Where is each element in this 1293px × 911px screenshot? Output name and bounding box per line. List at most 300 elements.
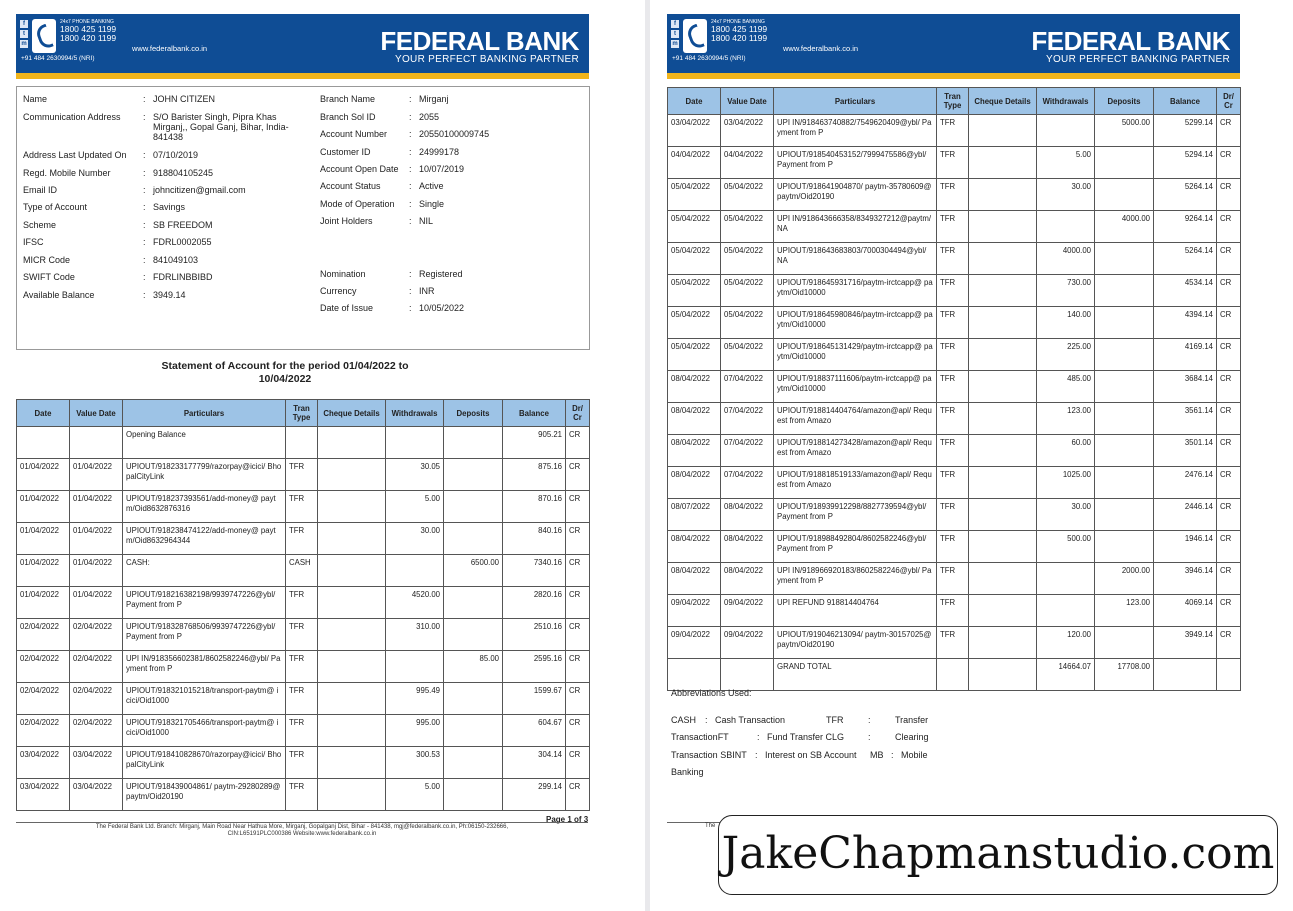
column-header: Dr/ Cr	[566, 400, 590, 427]
particulars-cell: UPIOUT/918645131429/paytm-irctcapp@ paytm/Oid10000	[774, 339, 937, 371]
abbr-sbint: Transaction SBINT	[671, 750, 747, 760]
tran-type-cell: TFR	[937, 243, 969, 275]
table-row	[17, 747, 590, 779]
value-date-cell: 08/04/2022	[721, 499, 774, 531]
cheque-cell	[969, 371, 1037, 403]
tran-type-cell: TFR	[286, 683, 318, 715]
deposit-cell: 4000.00	[1095, 211, 1154, 243]
deposit-cell	[1095, 499, 1154, 531]
value-date-cell: 01/04/2022	[70, 459, 123, 491]
particulars-cell: UPIOUT/918238474122/add-money@ paytm/Oid8632964344	[123, 523, 286, 555]
deposit-cell	[1095, 275, 1154, 307]
field-label: Date of Issue	[320, 303, 374, 313]
field-label: Account Number	[320, 129, 388, 139]
deposit-cell	[1095, 307, 1154, 339]
twitter-icon: t	[671, 30, 679, 38]
column-header: Balance	[503, 400, 566, 427]
balance-cell: 870.16	[503, 491, 566, 523]
table-row	[668, 179, 1241, 211]
field-colon: :	[409, 286, 412, 296]
value-date-cell: 09/04/2022	[721, 595, 774, 627]
deposit-cell	[444, 427, 503, 459]
balance-cell: 1946.14	[1154, 531, 1217, 563]
table-row	[668, 275, 1241, 307]
tran-type-cell	[937, 659, 969, 691]
value-date-cell	[721, 659, 774, 691]
withdrawal-cell: 485.00	[1037, 371, 1095, 403]
field-label: Account Open Date	[320, 164, 399, 174]
column-header: Cheque Details	[318, 400, 386, 427]
drcr-cell: CR	[566, 459, 590, 491]
abbr-transaction-ft: TransactionFT	[671, 732, 729, 742]
date-cell: 08/04/2022	[668, 563, 721, 595]
particulars-cell: UPI IN/918356602381/8602582246@ybl/ Payment from P	[123, 651, 286, 683]
bank-banner	[16, 14, 589, 79]
cheque-cell	[969, 659, 1037, 691]
tran-type-cell: TFR	[937, 371, 969, 403]
deposit-cell: 123.00	[1095, 595, 1154, 627]
particulars-cell: UPIOUT/918321705466/transport-paytm@ icici/Oid1000	[123, 715, 286, 747]
abbr-tfr: TFR	[826, 715, 844, 725]
date-cell: 01/04/2022	[17, 491, 70, 523]
field-value: Active	[419, 181, 444, 191]
column-header: Tran Type	[286, 400, 318, 427]
column-header: Value Date	[721, 88, 774, 115]
tran-type-cell: TFR	[937, 339, 969, 371]
tran-type-cell: TFR	[937, 307, 969, 339]
field-value: NIL	[419, 216, 434, 226]
value-date-cell: 03/04/2022	[721, 115, 774, 147]
column-header: Date	[17, 400, 70, 427]
cheque-cell	[969, 563, 1037, 595]
date-cell: 09/04/2022	[668, 627, 721, 659]
abbr-cash: CASH	[671, 715, 697, 725]
deposit-cell	[1095, 403, 1154, 435]
withdrawal-cell: 60.00	[1037, 435, 1095, 467]
table-row	[668, 115, 1241, 147]
abbr-cash-desc: Cash Transaction	[715, 715, 786, 725]
balance-cell: 299.14	[503, 779, 566, 811]
withdrawal-cell: 30.00	[386, 523, 444, 555]
table-row	[17, 651, 590, 683]
drcr-cell: CR	[566, 523, 590, 555]
phone-number-1: 1800 425 1199	[711, 24, 768, 34]
particulars-cell: UPI REFUND 918814404764	[774, 595, 937, 627]
field-label: Branch Name	[320, 94, 376, 104]
field-value: 10/05/2022	[419, 303, 465, 313]
deposit-cell	[1095, 467, 1154, 499]
field-label: Currency	[320, 286, 357, 296]
balance-cell: 4534.14	[1154, 275, 1217, 307]
withdrawal-cell	[1037, 115, 1095, 147]
abbr-colon: :	[757, 732, 760, 742]
column-header: Balance	[1154, 88, 1217, 115]
drcr-cell: CR	[566, 779, 590, 811]
drcr-cell	[1217, 659, 1241, 691]
table-row	[668, 147, 1241, 179]
date-cell: 08/04/2022	[668, 403, 721, 435]
field-value: FDRL0002055	[153, 237, 212, 247]
balance-cell: 3561.14	[1154, 403, 1217, 435]
withdrawal-cell: 120.00	[1037, 627, 1095, 659]
balance-cell: 2476.14	[1154, 467, 1217, 499]
column-header: Date	[668, 88, 721, 115]
table-header-row	[668, 88, 1241, 115]
tran-type-cell	[286, 427, 318, 459]
deposit-cell	[1095, 243, 1154, 275]
balance-cell: 5264.14	[1154, 243, 1217, 275]
deposit-cell	[1095, 371, 1154, 403]
field-colon: :	[143, 112, 146, 122]
field-colon: :	[409, 199, 412, 209]
value-date-cell: 07/04/2022	[721, 371, 774, 403]
table-row	[668, 467, 1241, 499]
tran-type-cell: TFR	[286, 491, 318, 523]
tran-type-cell: TFR	[937, 627, 969, 659]
drcr-cell: CR	[566, 555, 590, 587]
value-date-cell: 01/04/2022	[70, 555, 123, 587]
withdrawal-cell: 30.00	[1037, 179, 1095, 211]
field-value: SB FREEDOM	[153, 220, 213, 230]
tran-type-cell: TFR	[937, 595, 969, 627]
date-cell: 05/04/2022	[668, 275, 721, 307]
value-date-cell: 05/04/2022	[721, 339, 774, 371]
particulars-cell: UPIOUT/918439004861/ paytm-29280289@paytm/Oid20190	[123, 779, 286, 811]
page-number: Page 1 of 3	[546, 815, 589, 824]
cheque-cell	[969, 179, 1037, 211]
cheque-cell	[969, 435, 1037, 467]
value-date-cell: 07/04/2022	[721, 403, 774, 435]
balance-cell: 304.14	[503, 747, 566, 779]
table-row	[17, 427, 590, 459]
tran-type-cell: TFR	[937, 467, 969, 499]
withdrawal-cell: 30.00	[1037, 499, 1095, 531]
date-cell: 03/04/2022	[17, 779, 70, 811]
drcr-cell: CR	[1217, 563, 1241, 595]
drcr-cell: CR	[566, 491, 590, 523]
tran-type-cell: TFR	[937, 499, 969, 531]
date-cell: 05/04/2022	[668, 339, 721, 371]
table-row	[668, 627, 1241, 659]
footer-line2: CIN:L65191PLC000386 Website:www.federalbank.co.in	[227, 831, 377, 837]
abbr-clg-desc: Clearing	[895, 732, 929, 742]
cheque-cell	[969, 499, 1037, 531]
withdrawal-cell	[1037, 563, 1095, 595]
value-date-cell: 02/04/2022	[70, 651, 123, 683]
column-header: Dr/ Cr	[1217, 88, 1241, 115]
field-colon: :	[409, 216, 412, 226]
cheque-cell	[318, 651, 386, 683]
deposit-cell	[1095, 147, 1154, 179]
particulars-cell: UPIOUT/918645931716/paytm-irctcapp@ paytm/Oid10000	[774, 275, 937, 307]
drcr-cell: CR	[566, 619, 590, 651]
column-header: Cheque Details	[969, 88, 1037, 115]
field-value: S/O Barister Singh, Pipra Khas Mirganj,, Gopal Ganj, Bihar, India-841438	[153, 112, 289, 142]
value-date-cell: 05/04/2022	[721, 307, 774, 339]
deposit-cell	[444, 459, 503, 491]
balance-cell: 5264.14	[1154, 179, 1217, 211]
particulars-cell: UPIOUT/918814404764/amazon@apl/ Request from Amazo	[774, 403, 937, 435]
field-colon: :	[143, 185, 146, 195]
footer-line1: The Federal Bank Ltd. Branch: Mirganj, Main Road Near Hathua More, Mirganj, Gopalganj Dist, Bihar - 841438, mgj@federalbank.co.in, Ph:06150-232666,	[95, 824, 509, 830]
balance-cell: 3501.14	[1154, 435, 1217, 467]
field-colon: :	[143, 168, 146, 178]
column-header: Withdrawals	[1037, 88, 1095, 115]
deposit-cell: 17708.00	[1095, 659, 1154, 691]
phone-number-1: 1800 425 1199	[60, 24, 117, 34]
field-colon: :	[409, 269, 412, 279]
bank-logo: FEDERAL BANK	[1031, 26, 1230, 56]
field-value: 3949.14	[153, 290, 186, 300]
page-footer	[16, 824, 588, 838]
particulars-cell: UPIOUT/918643683803/7000304494@ybl/ NA	[774, 243, 937, 275]
social-icons	[20, 20, 30, 50]
balance-cell	[1154, 659, 1217, 691]
field-colon: :	[143, 237, 146, 247]
field-value: johncitizen@gmail.com	[153, 185, 246, 195]
field-value: Savings	[153, 202, 186, 212]
mobile-icon: m	[672, 41, 678, 47]
date-cell: 04/04/2022	[668, 147, 721, 179]
watermark-banner: JakeChapmanstudio.com	[718, 815, 1278, 895]
date-cell: 08/04/2022	[668, 371, 721, 403]
particulars-cell: UPIOUT/918645980846/paytm-irctcapp@ paytm/Oid10000	[774, 307, 937, 339]
date-cell: 08/04/2022	[668, 435, 721, 467]
deposit-cell	[444, 779, 503, 811]
tran-type-cell: TFR	[937, 531, 969, 563]
drcr-cell: CR	[1217, 371, 1241, 403]
field-value: 24999178	[419, 147, 460, 157]
cheque-cell	[969, 307, 1037, 339]
balance-cell: 2820.16	[503, 587, 566, 619]
withdrawal-cell	[386, 555, 444, 587]
value-date-cell: 05/04/2022	[721, 275, 774, 307]
tran-type-cell: TFR	[286, 587, 318, 619]
cheque-cell	[318, 587, 386, 619]
drcr-cell: CR	[1217, 243, 1241, 275]
particulars-cell: Opening Balance	[123, 427, 286, 459]
tran-type-cell: TFR	[286, 459, 318, 491]
date-cell: 02/04/2022	[17, 651, 70, 683]
date-cell: 03/04/2022	[668, 115, 721, 147]
bank-website: www.federalbank.co.in	[783, 44, 859, 53]
field-label: Branch Sol ID	[320, 112, 376, 122]
table-row	[668, 563, 1241, 595]
table-row	[17, 459, 590, 491]
value-date-cell: 01/04/2022	[70, 491, 123, 523]
balance-cell: 7340.16	[503, 555, 566, 587]
withdrawal-cell: 30.05	[386, 459, 444, 491]
balance-cell: 9264.14	[1154, 211, 1217, 243]
table-row	[17, 587, 590, 619]
balance-cell: 2446.14	[1154, 499, 1217, 531]
abbr-sbint-desc: Interest on SB Account	[765, 750, 857, 760]
column-header: Value Date	[70, 400, 123, 427]
balance-cell: 5299.14	[1154, 115, 1217, 147]
withdrawal-cell: 14664.07	[1037, 659, 1095, 691]
facebook-icon: f	[671, 20, 679, 28]
field-label: Type of Account	[23, 202, 88, 212]
particulars-cell: UPIOUT/918321015218/transport-paytm@ icici/Oid1000	[123, 683, 286, 715]
field-label: Communication Address	[23, 112, 121, 122]
particulars-cell: UPIOUT/918988492804/8602582246@ybl/ Payment from P	[774, 531, 937, 563]
field-value: 918804105245	[153, 168, 214, 178]
balance-cell: 875.16	[503, 459, 566, 491]
statement-title	[150, 360, 420, 386]
field-value: Single	[419, 199, 445, 209]
field-value: 07/10/2019	[153, 150, 199, 160]
cheque-cell	[318, 523, 386, 555]
table-row	[17, 523, 590, 555]
withdrawal-cell: 123.00	[1037, 403, 1095, 435]
withdrawal-cell: 310.00	[386, 619, 444, 651]
twitter-icon: t	[20, 30, 28, 38]
field-value: INR	[419, 286, 435, 296]
deposit-cell: 5000.00	[1095, 115, 1154, 147]
field-colon: :	[143, 94, 146, 104]
cheque-cell	[318, 491, 386, 523]
table-row	[17, 683, 590, 715]
balance-cell: 604.67	[503, 715, 566, 747]
field-value: Registered	[419, 269, 463, 279]
cheque-cell	[969, 467, 1037, 499]
deposit-cell	[1095, 339, 1154, 371]
deposit-cell: 6500.00	[444, 555, 503, 587]
abbr-mb: MB	[870, 750, 884, 760]
value-date-cell: 02/04/2022	[70, 619, 123, 651]
field-label: Name	[23, 94, 48, 104]
cheque-cell	[969, 627, 1037, 659]
value-date-cell: 05/04/2022	[721, 243, 774, 275]
table-row	[668, 403, 1241, 435]
tran-type-cell: TFR	[286, 523, 318, 555]
withdrawal-cell: 730.00	[1037, 275, 1095, 307]
cheque-cell	[969, 211, 1037, 243]
tran-type-cell: TFR	[937, 563, 969, 595]
table-row	[668, 211, 1241, 243]
abbr-colon: :	[868, 732, 871, 742]
phone-number-2: 1800 420 1199	[711, 33, 768, 43]
deposit-cell	[444, 683, 503, 715]
withdrawal-cell: 5.00	[1037, 147, 1095, 179]
field-value: Mirganj	[419, 94, 449, 104]
value-date-cell: 01/04/2022	[70, 587, 123, 619]
drcr-cell: CR	[1217, 403, 1241, 435]
field-label: Email ID	[23, 185, 58, 195]
balance-cell: 1599.67	[503, 683, 566, 715]
tran-type-cell: TFR	[937, 147, 969, 179]
page-gutter	[645, 0, 650, 911]
drcr-cell: CR	[1217, 115, 1241, 147]
value-date-cell	[70, 427, 123, 459]
footer-divider	[16, 822, 588, 823]
value-date-cell: 02/04/2022	[70, 715, 123, 747]
drcr-cell: CR	[566, 747, 590, 779]
deposit-cell: 2000.00	[1095, 563, 1154, 595]
withdrawal-cell: 300.53	[386, 747, 444, 779]
statement-title-line2: 10/04/2022	[258, 373, 312, 385]
balance-cell: 3684.14	[1154, 371, 1217, 403]
field-label: Regd. Mobile Number	[23, 168, 111, 178]
withdrawal-cell: 5.00	[386, 779, 444, 811]
drcr-cell: CR	[1217, 275, 1241, 307]
abbr-colon: :	[868, 715, 871, 725]
cheque-cell	[969, 339, 1037, 371]
cheque-cell	[969, 275, 1037, 307]
phone-nri: +91 484 2630994/5 (NRI)	[21, 55, 95, 62]
phone-numbers	[711, 19, 767, 43]
table-row	[668, 307, 1241, 339]
account-info-box	[16, 86, 590, 350]
abbr-mb-desc: Mobile	[901, 750, 928, 760]
balance-cell: 4069.14	[1154, 595, 1217, 627]
particulars-cell: UPI IN/918643666358/8349327212@paytm/NA	[774, 211, 937, 243]
particulars-cell: UPIOUT/918237393561/add-money@ paytm/Oid8632876316	[123, 491, 286, 523]
field-colon: :	[409, 147, 412, 157]
tran-type-cell: TFR	[286, 715, 318, 747]
abbr-colon: :	[891, 750, 894, 760]
bank-tagline: YOUR PERFECT BANKING PARTNER	[1046, 54, 1230, 65]
tran-type-cell: CASH	[286, 555, 318, 587]
value-date-cell: 08/04/2022	[721, 563, 774, 595]
tran-type-cell: TFR	[286, 747, 318, 779]
tran-type-cell: TFR	[286, 651, 318, 683]
deposit-cell	[444, 491, 503, 523]
drcr-cell: CR	[1217, 147, 1241, 179]
withdrawal-cell: 995.49	[386, 683, 444, 715]
field-label: Account Status	[320, 181, 381, 191]
table-body	[17, 427, 590, 811]
tran-type-cell: TFR	[937, 115, 969, 147]
date-cell: 05/04/2022	[668, 179, 721, 211]
field-value: 841049103	[153, 255, 199, 265]
field-colon: :	[409, 129, 412, 139]
balance-cell: 905.21	[503, 427, 566, 459]
withdrawal-cell: 995.00	[386, 715, 444, 747]
deposit-cell	[1095, 435, 1154, 467]
column-header: Deposits	[444, 400, 503, 427]
cheque-cell	[318, 747, 386, 779]
drcr-cell: CR	[1217, 627, 1241, 659]
field-label: SWIFT Code	[23, 272, 75, 282]
field-colon: :	[143, 255, 146, 265]
drcr-cell: CR	[1217, 467, 1241, 499]
phone-label: 24x7 PHONE BANKING	[711, 19, 765, 25]
table-row	[668, 435, 1241, 467]
value-date-cell: 05/04/2022	[721, 211, 774, 243]
field-value: 10/07/2019	[419, 164, 465, 174]
withdrawal-cell: 500.00	[1037, 531, 1095, 563]
date-cell	[668, 659, 721, 691]
date-cell: 09/04/2022	[668, 595, 721, 627]
deposit-cell	[444, 523, 503, 555]
particulars-cell: UPIOUT/918837111606/paytm-irctcapp@ paytm/Oid10000	[774, 371, 937, 403]
tran-type-cell: TFR	[286, 779, 318, 811]
balance-cell: 5294.14	[1154, 147, 1217, 179]
tran-type-cell: TFR	[286, 619, 318, 651]
date-cell: 01/04/2022	[17, 459, 70, 491]
drcr-cell: CR	[1217, 435, 1241, 467]
date-cell: 03/04/2022	[17, 747, 70, 779]
phone-icon	[32, 19, 56, 53]
abbr-ft-desc: Fund Transfer CLG	[767, 732, 845, 742]
facebook-icon: f	[20, 20, 28, 28]
field-colon: :	[143, 290, 146, 300]
drcr-cell: CR	[1217, 211, 1241, 243]
cheque-cell	[318, 619, 386, 651]
tran-type-cell: TFR	[937, 275, 969, 307]
table-row	[17, 619, 590, 651]
